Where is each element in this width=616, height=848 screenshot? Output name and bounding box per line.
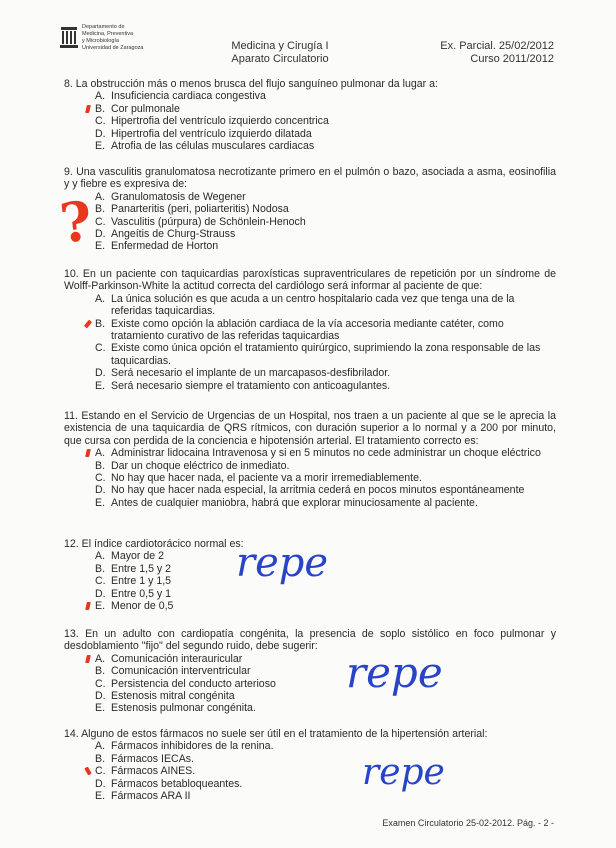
option-text: Angeítis de Churg-Strauss bbox=[111, 228, 236, 241]
option-letter: B. bbox=[95, 752, 106, 765]
answer-mark-icon bbox=[84, 767, 91, 776]
option-text: Será necesario el implante de un marcapasos-desfibrilador. bbox=[111, 367, 391, 380]
option-letter: E. bbox=[95, 496, 106, 509]
option-text: Existe como opción la ablación cardiaca de la vía accesoria mediante catéter, como tratamiento curativo de las referidas taquicardias bbox=[111, 317, 504, 343]
option[interactable] bbox=[64, 318, 556, 343]
option-letter: D. bbox=[95, 367, 106, 380]
question-stem: 14. Alguno de estos fármacos no suele ser útil en el tratamiento de la hipertensión arterial: bbox=[64, 728, 488, 740]
option-letter: C. bbox=[95, 115, 106, 128]
option-text: No hay que hacer nada, el paciente va a morir irremediablemente. bbox=[111, 472, 422, 485]
question-13 bbox=[64, 628, 556, 715]
option-text: Hipertrofia del ventrículo izquierdo dilatada bbox=[111, 127, 312, 140]
header-subject-block bbox=[205, 40, 355, 66]
handwritten-note: repe bbox=[236, 540, 329, 586]
logo-line: Universidad de Zaragoza bbox=[82, 45, 144, 51]
option-letter: D. bbox=[95, 228, 106, 241]
option[interactable] bbox=[64, 740, 556, 752]
question-stem: 11. Estando en el Servicio de Urgencias de un Hospital, nos traen a un paciente al que se le aprecia la existencia de una taquicardia de QRS rítmicos, con duración superior a lo normal y a 200 por minuto, que cursa con perdida de la conciencia e hipotensión arterial. El tratamiento correcto es: bbox=[64, 410, 556, 447]
option-text: Fármacos ARA II bbox=[111, 790, 191, 803]
option[interactable] bbox=[64, 690, 556, 702]
question-8 bbox=[64, 78, 556, 152]
option-list bbox=[64, 191, 556, 253]
option-letter: B. bbox=[95, 203, 106, 216]
course-year: Curso 2011/2012 bbox=[470, 53, 554, 65]
option-text: Granulomatosis de Wegener bbox=[111, 190, 246, 203]
option-text: Insuficiencia cardiaca congestiva bbox=[111, 90, 266, 103]
option-letter: E. bbox=[95, 140, 106, 153]
logo-line: Medicina, Preventiva bbox=[82, 31, 134, 37]
option-text: Entre 1,5 y 2 bbox=[111, 562, 172, 575]
page-footer: Examen Circulatorio 25-02-2012. Pág. - 2 - bbox=[382, 818, 554, 828]
option[interactable] bbox=[64, 460, 556, 472]
answer-mark-icon bbox=[84, 319, 92, 328]
option-text: La única solución es que acuda a un centro hospitalario cada vez que tenga una de la referidas taquicardias. bbox=[111, 292, 515, 318]
option-letter: A. bbox=[95, 190, 106, 203]
option-list bbox=[64, 90, 556, 152]
option[interactable] bbox=[64, 484, 556, 496]
option-letter: E. bbox=[95, 702, 106, 715]
question-11 bbox=[64, 410, 556, 509]
answer-mark-icon bbox=[85, 602, 91, 610]
option[interactable] bbox=[64, 765, 556, 777]
option-text: Estenosis mitral congénita bbox=[111, 690, 235, 703]
option-letter: B. bbox=[95, 317, 106, 330]
option-text: Mayor de 2 bbox=[111, 550, 164, 563]
option[interactable] bbox=[64, 600, 556, 612]
answer-mark-icon bbox=[85, 655, 91, 663]
option-letter: C. bbox=[95, 575, 106, 588]
question-9 bbox=[64, 166, 556, 253]
option-text: Comunicación interventricular bbox=[111, 665, 251, 678]
option-letter: B. bbox=[95, 665, 106, 678]
option-text: Comunicación interauricular bbox=[111, 652, 243, 665]
question-14 bbox=[64, 728, 556, 802]
building-icon bbox=[60, 25, 78, 49]
option-letter: E. bbox=[95, 600, 106, 613]
option-letter: C. bbox=[95, 677, 106, 690]
logo-line: y Microbiología bbox=[82, 38, 119, 44]
option-text: Vasculitis (púrpura) de Schönlein-Henoch bbox=[111, 215, 306, 228]
option-letter: C. bbox=[95, 215, 106, 228]
option[interactable] bbox=[64, 342, 556, 367]
option-text: Fármacos inhibidores de la renina. bbox=[111, 740, 274, 753]
option-list bbox=[64, 293, 556, 392]
question-stem: 13. En un adulto con cardiopatía congénita, la presencia de soplo sistólico en foco pulmonar y desdoblamiento "fijo" del segundo ruido, debe sugerir: bbox=[64, 628, 556, 653]
option-letter: C. bbox=[95, 765, 106, 778]
option-text: Fármacos IECAs. bbox=[111, 752, 195, 765]
option[interactable] bbox=[64, 702, 556, 714]
option[interactable] bbox=[64, 367, 556, 379]
option-letter: A. bbox=[95, 550, 106, 563]
option[interactable] bbox=[64, 103, 556, 115]
answer-mark-icon bbox=[85, 449, 91, 457]
option-text: Atrofia de las células musculares cardiacas bbox=[111, 140, 315, 153]
option-letter: A. bbox=[95, 447, 106, 460]
option[interactable] bbox=[64, 140, 556, 152]
question-10 bbox=[64, 268, 556, 392]
option-list bbox=[64, 653, 556, 715]
option-letter: E. bbox=[95, 240, 106, 253]
option-text: Fármacos AINES. bbox=[111, 765, 196, 778]
option-text: Menor de 0,5 bbox=[111, 600, 174, 613]
option-letter: A. bbox=[95, 292, 106, 305]
option[interactable] bbox=[64, 472, 556, 484]
option[interactable] bbox=[64, 588, 556, 600]
option-text: Será necesario siempre el tratamiento con anticoagulantes. bbox=[111, 379, 391, 392]
option-text: Hipertrofia del ventrículo izquierdo concentrica bbox=[111, 115, 329, 128]
option[interactable] bbox=[64, 778, 556, 790]
option[interactable] bbox=[64, 203, 556, 215]
option[interactable] bbox=[64, 665, 556, 677]
option-letter: D. bbox=[95, 777, 106, 790]
option[interactable] bbox=[64, 380, 556, 392]
logo-text bbox=[82, 24, 143, 52]
option-text: Entre 0,5 y 1 bbox=[111, 587, 172, 600]
option[interactable] bbox=[64, 216, 556, 228]
logo-line: Departamento de bbox=[82, 24, 125, 30]
module-title: Aparato Circulatorio bbox=[231, 53, 329, 65]
option[interactable] bbox=[64, 228, 556, 240]
option-text: Existe como única opción el tratamiento quirúrgico, suprimiendo la zona responsable de las taquicardias. bbox=[111, 342, 541, 367]
option-text: Antes de cualquier maniobra, habrá que explorar minuciosamente al paciente. bbox=[111, 496, 478, 509]
option-letter: D. bbox=[95, 127, 106, 140]
option-letter: A. bbox=[95, 652, 106, 665]
university-logo bbox=[60, 22, 155, 62]
option-letter: D. bbox=[95, 690, 106, 703]
option-letter: D. bbox=[95, 484, 106, 497]
option-text: No hay que hacer nada especial, la arritmia cederá en pocos minutos espontáneamente bbox=[111, 484, 525, 497]
handwritten-question-mark: ? bbox=[56, 188, 95, 256]
option[interactable] bbox=[64, 293, 556, 318]
option-text: Cor pulmonale bbox=[111, 102, 180, 115]
exam-date: Ex. Parcial. 25/02/2012 bbox=[440, 40, 554, 52]
handwritten-note: repe bbox=[346, 648, 443, 697]
option-letter: E. bbox=[95, 379, 106, 392]
option-text: Fármacos betabloqueantes. bbox=[111, 777, 243, 790]
option[interactable] bbox=[64, 240, 556, 252]
option-letter: D. bbox=[95, 587, 106, 600]
option-text: Administrar lidocaina Intravenosa y si en 5 minutos no cede administrar un choque eléctrico bbox=[111, 447, 541, 460]
option-text: Estenosis pulmonar congénita. bbox=[111, 702, 256, 715]
option-letter: C. bbox=[95, 342, 106, 355]
subject-title: Medicina y Cirugía I bbox=[231, 40, 329, 52]
option[interactable] bbox=[64, 128, 556, 140]
option-list bbox=[64, 447, 556, 509]
question-stem: 9. Una vasculitis granulomatosa necrotizante primero en el pulmón o bazo, asociada a asma, eosinofilia y y fiebre es expresiva de: bbox=[64, 166, 556, 191]
option-list bbox=[64, 740, 556, 802]
option[interactable] bbox=[64, 653, 556, 665]
option-letter: B. bbox=[95, 459, 106, 472]
question-stem: 12. El índice cardiotorácico normal es: bbox=[64, 538, 244, 550]
option[interactable] bbox=[64, 115, 556, 127]
option-letter: C. bbox=[95, 472, 106, 485]
option-letter: E. bbox=[95, 790, 106, 803]
option-letter: A. bbox=[95, 740, 106, 753]
option-text: Enfermedad de Horton bbox=[111, 240, 219, 253]
question-stem: 8. La obstrucción más o menos brusca del flujo sanguíneo pulmonar da lugar a: bbox=[64, 78, 438, 90]
option-text: Persistencia del conducto arterioso bbox=[111, 677, 276, 690]
option[interactable] bbox=[64, 90, 556, 102]
handwritten-note: repe bbox=[362, 752, 445, 793]
option[interactable] bbox=[64, 753, 556, 765]
option-letter: A. bbox=[95, 90, 106, 103]
option[interactable] bbox=[64, 447, 556, 459]
option[interactable] bbox=[64, 678, 556, 690]
answer-mark-icon bbox=[85, 105, 91, 113]
option-text: Dar un choque eléctrico de inmediato. bbox=[111, 459, 290, 472]
option-letter: B. bbox=[95, 102, 106, 115]
option-letter: B. bbox=[95, 562, 106, 575]
header-exam-block bbox=[440, 40, 554, 66]
option[interactable] bbox=[64, 191, 556, 203]
option-text: Panarteritis (peri, poliarteritis) Nodosa bbox=[111, 203, 289, 216]
option[interactable] bbox=[64, 497, 556, 509]
question-stem: 10. En un paciente con taquicardias paroxísticas supraventriculares de repetición por un síndrome de Wolff-Parkinson-White la actitud correcta del cardiólogo será informar al paciente de que: bbox=[64, 268, 556, 293]
option-text: Entre 1 y 1,5 bbox=[111, 575, 172, 588]
option[interactable] bbox=[64, 790, 556, 802]
